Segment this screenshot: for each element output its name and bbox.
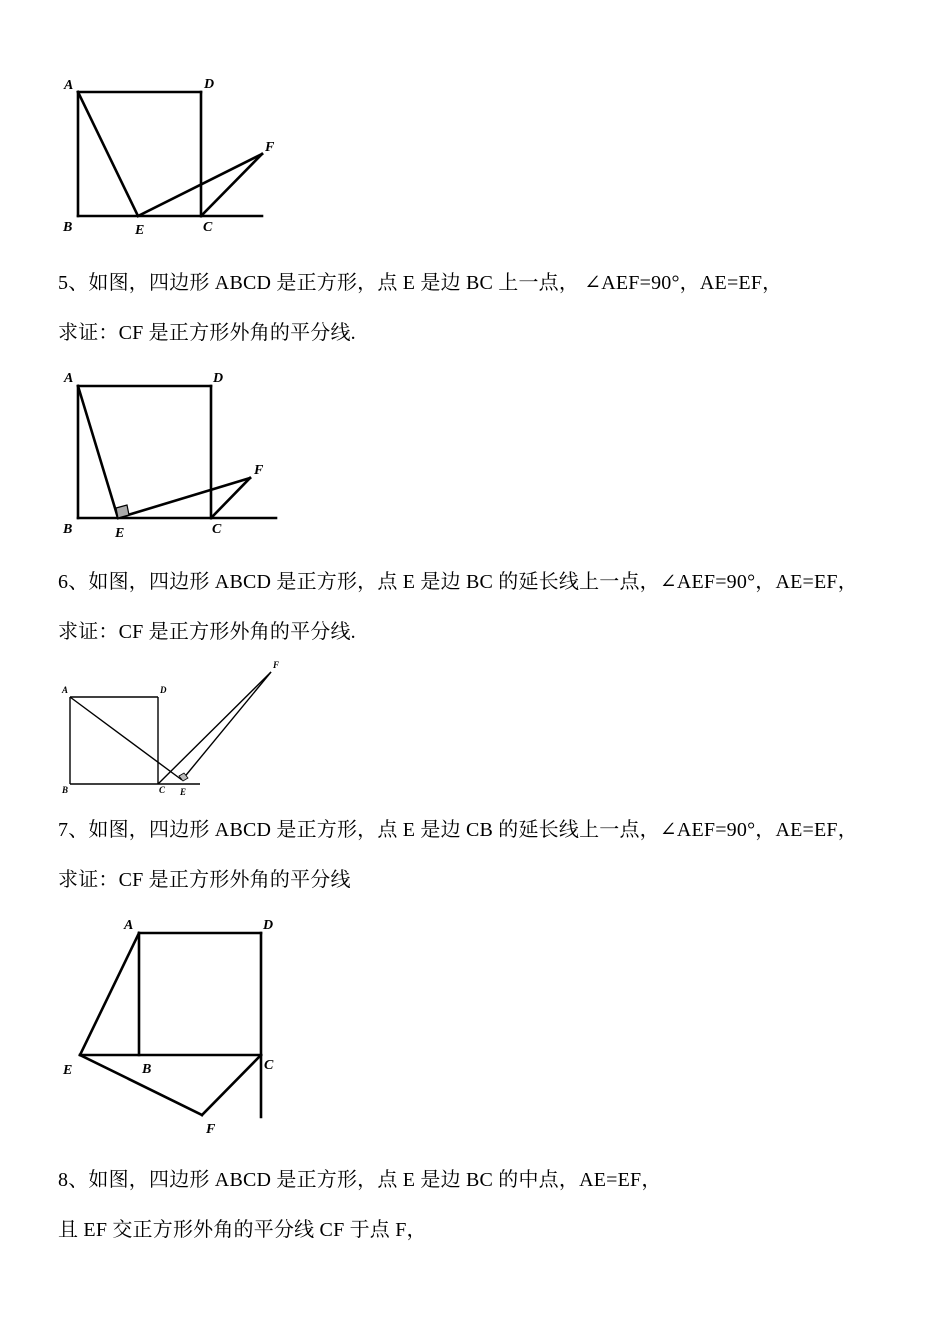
problem-6-line-1: 6、如图，四边形 ABCD 是正方形，点 E 是边 BC 的延长线上一点，∠AEF=90°，AE=EF， — [58, 571, 858, 593]
label-c: C — [264, 1058, 274, 1073]
label-d: D — [160, 685, 167, 695]
segment-ae — [80, 933, 139, 1055]
label-a: A — [64, 371, 74, 386]
problem-8-line-2: 且 EF 交正方形外角的平分线 CF 于点 F， — [58, 1219, 427, 1241]
problem-5-line-1: 5、如图，四边形 ABCD 是正方形，点 E 是边 BC 上一点， ∠AEF=90°，AE=EF， — [58, 272, 783, 294]
label-f: F — [206, 1122, 216, 1137]
label-e: E — [115, 526, 125, 541]
label-c: C — [212, 522, 222, 537]
label-b: B — [142, 1062, 152, 1077]
problem-7-line-2: 求证：CF 是正方形外角的平分线 — [58, 869, 351, 891]
label-b: B — [63, 522, 73, 537]
problem-8-line-1: 8、如图，四边形 ABCD 是正方形，点 E 是边 BC 的中点，AE=EF， — [58, 1169, 662, 1191]
problem-6-line-2: 求证：CF 是正方形外角的平分线. — [58, 621, 356, 643]
label-d: D — [263, 918, 274, 933]
label-d: D — [213, 371, 224, 386]
label-c: C — [159, 785, 166, 795]
label-b: B — [62, 785, 69, 795]
label-f: F — [273, 660, 280, 670]
label-a: A — [124, 918, 134, 933]
label-b: B — [63, 220, 73, 235]
label-e: E — [180, 787, 187, 797]
label-f: F — [254, 463, 264, 478]
label-d: D — [204, 77, 215, 92]
segment-ef — [80, 1055, 202, 1115]
label-e: E — [135, 223, 145, 238]
label-a: A — [62, 685, 69, 695]
label-a: A — [64, 78, 74, 93]
label-e: E — [63, 1063, 73, 1078]
problem-7-line-1: 7、如图，四边形 ABCD 是正方形，点 E 是边 CB 的延长线上一点，∠AEF=90°，AE=EF， — [58, 819, 858, 841]
problem-5-line-2: 求证：CF 是正方形外角的平分线. — [58, 322, 356, 344]
label-f: F — [265, 140, 275, 155]
label-c: C — [203, 220, 213, 235]
segment-cf — [202, 1055, 261, 1115]
